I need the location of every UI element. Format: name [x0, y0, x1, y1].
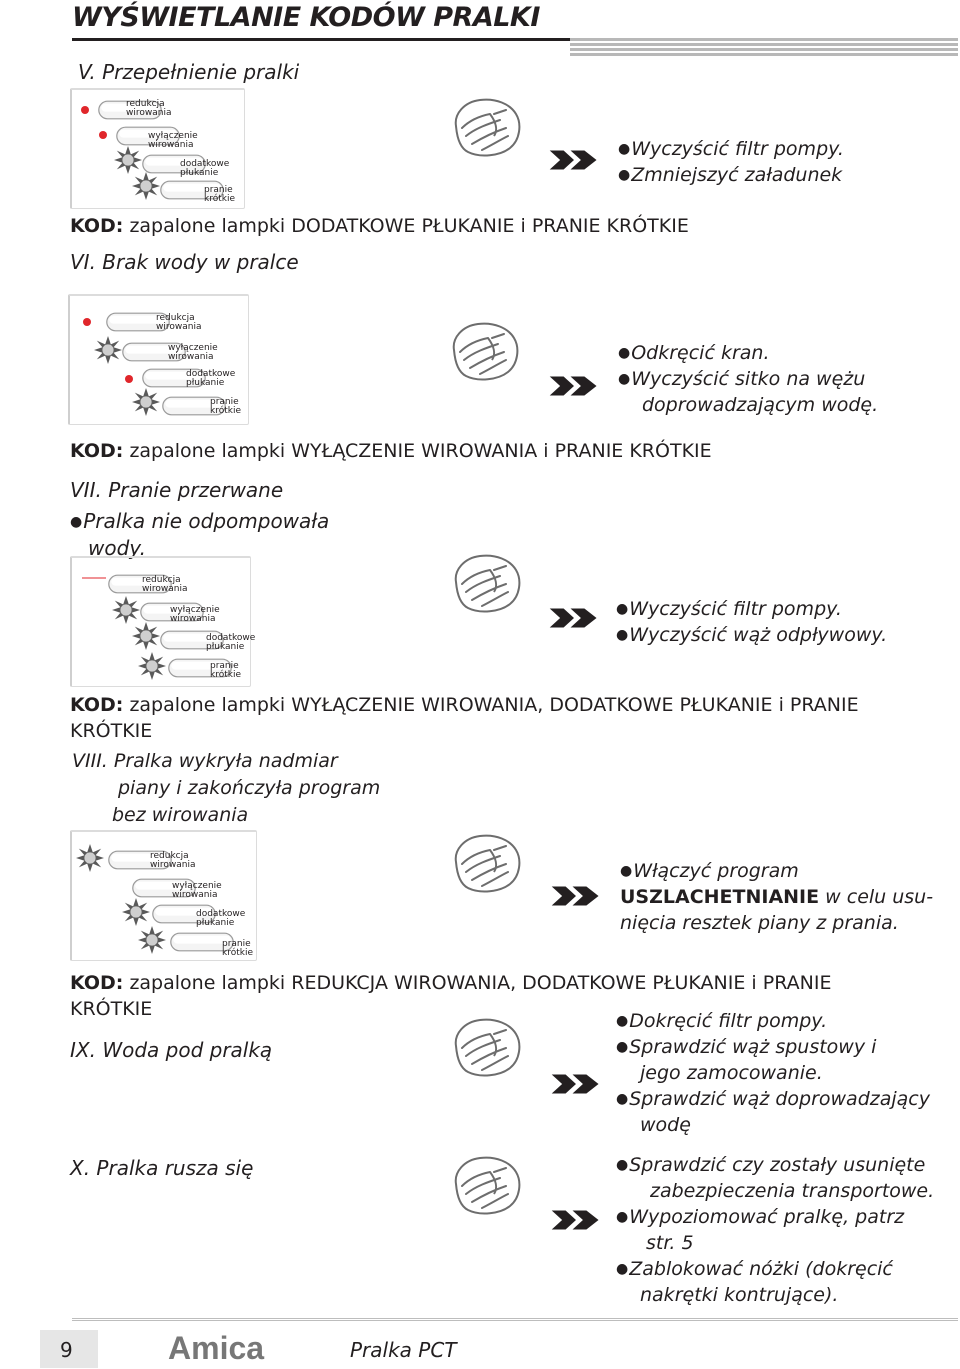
hand-icon: [450, 552, 530, 616]
section-5-code: KOD: zapalone lampki DODATKOWE PŁUKANIE i PRANIE KRÓTKIE: [70, 215, 689, 237]
label-reduction: redukcja wirowania: [156, 313, 202, 332]
arrow-right-icon: [550, 1208, 602, 1232]
brand-logo: Amica: [168, 1330, 265, 1366]
section-5-title: V. Przepełnienie pralki: [78, 60, 300, 84]
page-number: 9: [60, 1338, 73, 1362]
label-short-wash: pranie krótkie: [204, 185, 235, 204]
hand-icon: [450, 96, 530, 160]
page-title: WYŚWIETLANIE KODÓW PRALKI: [72, 2, 540, 33]
section-8-title: VIII. Pralka wykryła nadmiar piany i zakończyła program bez wirowania: [72, 750, 381, 826]
section-7-code: KOD: zapalone lampki WYŁĄCZENIE WIROWANIA, DODATKOWE PŁUKANIE i PRANIE KRÓTKIE: [70, 694, 859, 742]
control-panel-s6: [68, 294, 249, 425]
hand-icon: [448, 320, 528, 384]
hand-icon: [450, 832, 530, 896]
label-short-wash: pranie krótkie: [222, 939, 253, 958]
label-extra-rinse: dodatkowe płukanie: [180, 159, 230, 178]
section-9-instructions: ●Dokręcić filtr pompy. ●Sprawdzić wąż spustowy i jego zamocowanie. ●Sprawdzić wąż doprowadzający wodę: [616, 1010, 930, 1136]
label-short-wash: pranie krótkie: [210, 397, 241, 416]
section-10-title: X. Pralka rusza się: [70, 1156, 254, 1180]
arrow-right-icon: [548, 374, 600, 398]
label-short-wash: pranie krótkie: [210, 661, 241, 680]
label-spin-off: wyłączenie wirowania: [170, 605, 220, 624]
hand-icon: [450, 1016, 530, 1080]
section-6-code: KOD: zapalone lampki WYŁĄCZENIE WIROWANIA i PRANIE KRÓTKIE: [70, 440, 712, 462]
label-reduction: redukcja wirowania: [142, 575, 188, 594]
label-extra-rinse: dodatkowe płukanie: [196, 909, 246, 928]
arrow-right-icon: [550, 1072, 602, 1096]
label-reduction: redukcja wirowania: [126, 99, 172, 118]
label-extra-rinse: dodatkowe płukanie: [186, 369, 236, 388]
arrow-right-icon: [548, 148, 600, 172]
label-spin-off: wyłączenie wirowania: [172, 881, 222, 900]
section-7-cause: ●Pralka nie odpompowała wody.: [70, 509, 330, 560]
label-extra-rinse: dodatkowe płukanie: [206, 633, 256, 652]
header-rule: [72, 38, 572, 41]
section-10-instructions: ●Sprawdzić czy zostały usunięte zabezpieczenia transportowe. ●Wypoziomować pralkę, patrz str. 5 ●Zablokować nóżki (dokręcić nakrętki kontrujące).: [616, 1154, 935, 1306]
footer-model: Pralka PCT: [350, 1338, 457, 1362]
footer-rule: [72, 1318, 958, 1321]
label-spin-off: wyłączenie wirowania: [148, 131, 198, 150]
section-7-instructions: ●Wyczyścić filtr pompy. ●Wyczyścić wąż odpływowy.: [616, 598, 888, 646]
label-reduction: redukcja wirowania: [150, 851, 196, 870]
hand-icon: [450, 1154, 530, 1218]
section-8-code: KOD: zapalone lampki REDUKCJA WIROWANIA, DODATKOWE PŁUKANIE i PRANIE KRÓTKIE: [70, 972, 832, 1020]
section-7-title: VII. Pranie przerwane: [70, 478, 284, 502]
arrow-right-icon: [550, 884, 602, 908]
section-6-instructions: ●Odkręcić kran. ●Wyczyścić sitko na wężu doprowadzającym wodę.: [618, 342, 879, 416]
control-panel-s7: [70, 556, 256, 687]
arrow-right-icon: [548, 606, 600, 630]
section-6-title: VI. Brak wody w pralce: [70, 250, 299, 274]
header-decor-bar: [570, 38, 958, 58]
section-9-title: IX. Woda pod pralką: [70, 1038, 273, 1062]
section-8-instructions: ●Włączyć program USZLACHETNIANIE w celu usu- nięcia resztek piany z prania.: [620, 860, 934, 934]
label-spin-off: wyłączenie wirowania: [168, 343, 218, 362]
section-5-instructions: ●Wyczyścić filtr pompy. ●Zmniejszyć załadunek: [618, 138, 844, 186]
control-panel-s8: [70, 830, 257, 961]
control-panel-s5: [70, 88, 245, 209]
